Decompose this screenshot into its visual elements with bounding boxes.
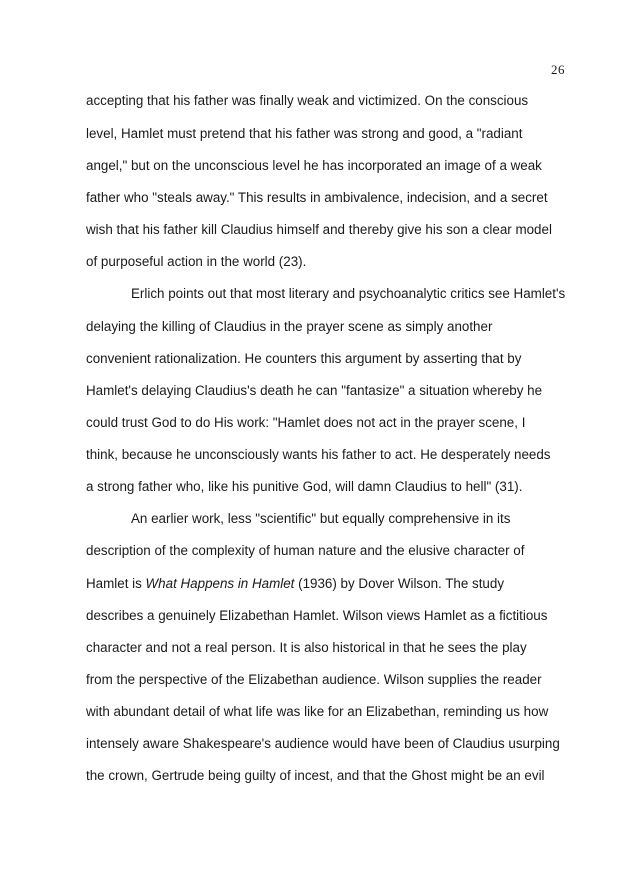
text-line: describes a genuinely Elizabethan Hamlet. Wilson views Hamlet as a fictitious <box>86 608 548 623</box>
text-line: delaying the killing of Claudius in the prayer scene as simply another <box>86 319 493 334</box>
text-line: character and not a real person. It is also historical in that he sees the play <box>86 640 527 655</box>
text-line: of purposeful action in the world (23). <box>86 254 307 269</box>
text-line: level, Hamlet must pretend that his father was strong and good, a "radiant <box>86 126 523 141</box>
text-line: convenient rationalization. He counters this argument by asserting that by <box>86 351 522 366</box>
text-line: think, because he unconsciously wants his father to act. He desperately needs <box>86 447 551 462</box>
text-line: father who "steals away." This results in ambivalence, indecision, and a secret <box>86 190 548 205</box>
text-line <box>86 576 504 592</box>
text-line: Hamlet's delaying Claudius's death he can "fantasize" a situation whereby he <box>86 383 543 398</box>
text-line: description of the complexity of human nature and the elusive character of <box>86 543 525 558</box>
text-line: a strong father who, like his punitive God, will damn Claudius to hell" (31). <box>86 479 523 494</box>
text-line: the crown, Gertrude being guilty of incest, and that the Ghost might be an evil <box>86 768 545 783</box>
text-line: Erlich points out that most literary and psychoanalytic critics see Hamlet's <box>131 286 566 301</box>
book-title: What Happens in Hamlet <box>145 576 295 591</box>
text-line: An earlier work, less "scientific" but equally comprehensive in its <box>131 511 511 526</box>
page-number: 26 <box>551 62 565 77</box>
text-line: accepting that his father was finally weak and victimized. On the conscious <box>86 93 529 108</box>
text-line: from the perspective of the Elizabethan audience. Wilson supplies the reader <box>86 672 542 687</box>
text-line: wish that his father kill Claudius himself and thereby give his son a clear model <box>86 222 552 237</box>
text-line: with abundant detail of what life was like for an Elizabethan, reminding us how <box>86 704 549 719</box>
text-line: angel," but on the unconscious level he has incorporated an image of a weak <box>86 158 542 173</box>
text-segment: Hamlet is <box>86 576 146 591</box>
text-segment: (1936) by Dover Wilson. The study <box>294 576 505 591</box>
text-line: intensely aware Shakespeare's audience would have been of Claudius usurping <box>86 736 560 751</box>
text-line: could trust God to do His work: "Hamlet does not act in the prayer scene, I <box>86 415 526 430</box>
